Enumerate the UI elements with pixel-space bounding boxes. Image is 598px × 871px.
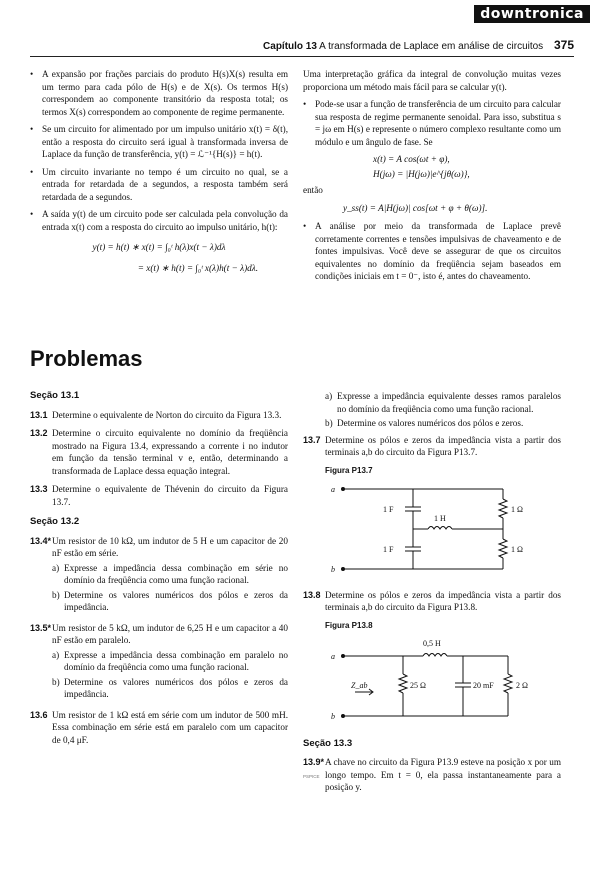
problem-number: 13.8 bbox=[303, 589, 321, 600]
label-r2: 2 Ω bbox=[516, 681, 528, 690]
problem-number: 13.4* bbox=[30, 535, 52, 546]
label-l1: 1 H bbox=[434, 514, 446, 523]
summary-bullet: • A expansão por frações parciais do produto H(s)X(s) resulta em um termo para cada pólo de H(s) e de X(s). Os termos H(s) correspondem ao componente transitório da resposta total; os termos X(s) correspondem ao componente de regime permanente. bbox=[30, 68, 288, 118]
label-c2: 1 F bbox=[383, 545, 394, 554]
summary-bullet: • A saída y(t) de um circuito pode ser calculada pela convolução da entrada x(t) com a resposta do circuito ao impulso unitário, h(t): bbox=[30, 208, 288, 233]
problem-number: 13.5* bbox=[30, 622, 52, 633]
summary-bullet: • Se um circuito for alimentado por um impulso unitário x(t) = δ(t), então a resposta do circuito será igual à transformada inversa de Laplace da função de transferência, y(t) = ℒ⁻¹{H(s)} = h(t). bbox=[30, 123, 288, 161]
problem-number bbox=[303, 756, 325, 794]
convolution-equation-2: = x(t) ∗ h(t) = ∫₀ᵗ x(λ)h(t − λ)dλ. bbox=[137, 262, 258, 273]
terminal-a bbox=[341, 654, 345, 658]
problem-body bbox=[52, 535, 288, 616]
problem-number-text: 13.9* bbox=[303, 757, 325, 767]
problem-number: 13.6 bbox=[30, 709, 48, 720]
label-a: a bbox=[331, 652, 335, 661]
sub-letter: b) bbox=[52, 676, 60, 687]
subproblem-b bbox=[52, 676, 288, 701]
subproblem-a bbox=[52, 649, 288, 674]
section-heading: Seção 13.3 bbox=[303, 737, 353, 749]
summary-bullets-right-2 bbox=[303, 220, 561, 283]
problem-13-8 bbox=[303, 589, 561, 614]
problem-13-7 bbox=[303, 434, 561, 459]
subproblem-a bbox=[52, 562, 288, 587]
label-b: b bbox=[331, 565, 335, 574]
convolution-equation-1: y(t) = h(t) ∗ x(t) = ∫₀ᵗ h(λ)x(t − λ)dλ bbox=[92, 242, 226, 252]
problem-13-6-subs bbox=[303, 390, 561, 430]
subproblem-a bbox=[325, 390, 561, 415]
label-r1: 1 Ω bbox=[511, 505, 523, 514]
problem-text: Um resistor de 1 kΩ está em série com um indutor de 500 mH. Essa combinação em série está em paralelo com um capacitor de 0,4 μF. bbox=[52, 709, 288, 745]
label-zab: Z_ab bbox=[351, 681, 368, 690]
running-head bbox=[30, 38, 574, 57]
label-b: b bbox=[331, 712, 335, 721]
steady-state-equation: y_ss(t) = A|H(jω)| cos[ωt + φ + θ(ω)]. bbox=[343, 202, 488, 213]
section-heading: Seção 13.1 bbox=[30, 390, 80, 401]
problem-number: 13.7 bbox=[303, 434, 321, 445]
sub-letter: b) bbox=[52, 589, 60, 600]
problem-text: Determine os pólos e zeros da impedância vista a partir dos terminais a,b do circuito da Figura P13.7. bbox=[325, 434, 561, 457]
sub-text: Determine os valores numéricos dos pólos e zeros. bbox=[337, 418, 524, 428]
sub-letter: a) bbox=[52, 649, 60, 660]
figure-label: Figura P13.7 bbox=[325, 465, 373, 475]
problem-body bbox=[52, 622, 288, 703]
label-l: 0,5 H bbox=[423, 639, 441, 648]
summary-bullet: • A análise por meio da transformada de Laplace prevê corretamente correntes e tensões impulsivas de chaveamento e de fontes impulsivas. Você deve se assegurar de que os circuitos equivalentes no domínio da freqüência sejam baseados em condições iniciais em t = 0⁻, isto é, antes do chaveamento. bbox=[303, 220, 561, 283]
problems-heading: Problemas bbox=[30, 346, 143, 371]
summary-bullets-left bbox=[30, 68, 288, 233]
section-heading: Seção 13.2 bbox=[30, 516, 80, 527]
problem-text: Determine os pólos e zeros da impedância vista a partir dos terminais a,b do circuito da Figura P13.8. bbox=[325, 589, 561, 612]
problem-text: Um resistor de 10 kΩ, um indutor de 5 H e um capacitor de 20 nF estão em série. bbox=[52, 535, 288, 558]
problem-number: 13.3 bbox=[30, 484, 48, 494]
page-number: 375 bbox=[553, 38, 574, 52]
figure-p13-7 bbox=[303, 479, 561, 577]
label-r1: 25 Ω bbox=[410, 681, 426, 690]
problem-text: Determine o equivalente de Norton do circuito da Figura 13.3. bbox=[52, 409, 282, 420]
brand-logo: downtronica bbox=[474, 5, 590, 23]
terminal-b bbox=[341, 714, 345, 718]
sub-letter: a) bbox=[325, 391, 333, 401]
sub-text: Determine os valores numéricos dos pólos e zeros da impedância. bbox=[64, 589, 288, 612]
problem-number: 13.2 bbox=[30, 428, 48, 438]
label-c1: 1 F bbox=[383, 505, 394, 514]
problem-13-6 bbox=[30, 709, 288, 747]
problem-text: Determine o circuito equivalente no domínio da freqüência mostrado na Figura 13.4, expressando a corrente i no indutor em função da tensão terminal v e, então, determinando a transformada de Laplace dessa equação integral. bbox=[52, 428, 288, 476]
chapter-label: Capítulo 13 bbox=[263, 41, 317, 52]
left-problems-column bbox=[30, 382, 288, 752]
figure-label: Figura P13.8 bbox=[325, 620, 373, 630]
sub-letter: b) bbox=[325, 418, 333, 428]
input-equation: x(t) = A cos(ωt + φ), bbox=[373, 154, 450, 164]
label-r2: 1 Ω bbox=[511, 545, 523, 554]
problem-number: 13.1 bbox=[30, 409, 48, 420]
summary-bullets-right bbox=[303, 98, 561, 148]
problem-13-4 bbox=[30, 535, 288, 616]
label-a: a bbox=[331, 485, 335, 494]
figure-p13-8 bbox=[303, 634, 561, 724]
chapter-title: A transformada de Laplace em análise de circuitos bbox=[319, 41, 544, 52]
left-summary-column bbox=[30, 68, 288, 276]
subproblem-b bbox=[325, 417, 561, 430]
right-problems-column bbox=[303, 388, 561, 800]
problem-13-9 bbox=[303, 756, 561, 794]
sub-text: Expresse a impedância dessa combinação em série no domínio da freqüência como uma função racional. bbox=[64, 562, 288, 585]
problem-text: A chave no circuito da Figura P13.9 esteve na posição x por um longo tempo. Em t = 0, ela passa instantaneamente para a posição y. bbox=[325, 757, 561, 792]
problem-13-3 bbox=[30, 483, 288, 508]
problem-13-2 bbox=[30, 427, 288, 477]
label-c: 20 mF bbox=[473, 681, 494, 690]
problem-13-5 bbox=[30, 622, 288, 703]
then-label: então bbox=[303, 185, 323, 195]
summary-bullet: • Pode-se usar a função de transferência de um circuito para calcular sua resposta de regime permanente senoidal. Para isso, substitua s = jω em H(s) e represente o número complexo resultante como um módulo e um ângulo de fase. Se bbox=[303, 98, 561, 148]
sub-letter: a) bbox=[52, 562, 60, 573]
sub-text: Determine os valores numéricos dos pólos e zeros da impedância. bbox=[64, 676, 288, 699]
summary-paragraph: Uma interpretação gráfica da integral de convolução muitas vezes proporciona um método mais fácil para se calcular y(t). bbox=[303, 69, 561, 92]
problem-text: Um resistor de 5 kΩ, um indutor de 6,25 H e um capacitor a 40 nF estão em paralelo. bbox=[52, 622, 288, 645]
sub-text: Expresse a impedância equivalente desses ramos paralelos no domínio da freqüência como uma função racional. bbox=[337, 391, 561, 414]
transfer-equation: H(jω) = |H(jω)|e^{jθ(ω)}, bbox=[373, 168, 470, 179]
problem-text: Determine o equivalente de Thévenin do circuito da Figura 13.7. bbox=[52, 484, 288, 507]
problem-13-1 bbox=[30, 409, 288, 422]
terminal-a bbox=[341, 487, 345, 491]
right-summary-column bbox=[303, 68, 561, 288]
pspice-tag: PSPICE bbox=[303, 773, 320, 779]
terminal-b bbox=[341, 567, 345, 571]
sub-text: Expresse a impedância dessa combinação em paralelo no domínio da freqüência como uma função racional. bbox=[64, 649, 288, 672]
subproblem-b bbox=[52, 589, 288, 614]
summary-bullet: • Um circuito invariante no tempo é um circuito no qual, se a entrada for retardada de a segundos, a resposta também será retardada de a segundos. bbox=[30, 166, 288, 204]
